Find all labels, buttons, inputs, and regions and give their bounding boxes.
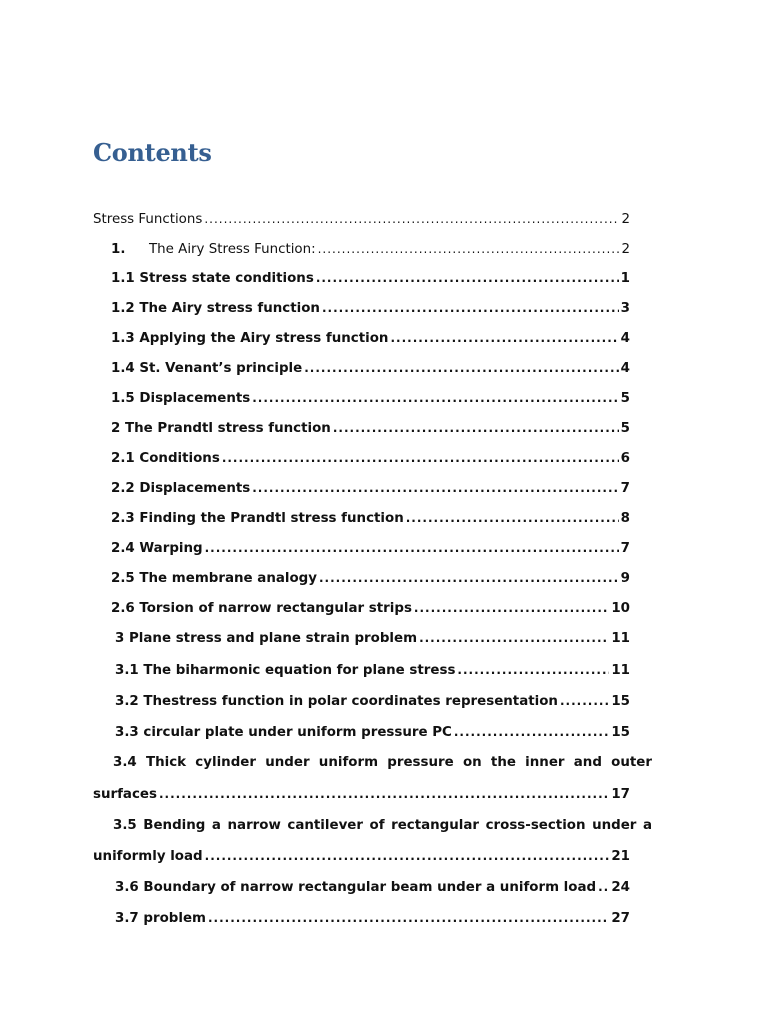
toc-entry-page: 10 xyxy=(611,601,630,616)
toc-entry-label: surfaces xyxy=(93,787,157,802)
toc-entry-page: 21 xyxy=(611,849,630,864)
toc-entry-page: 7 xyxy=(620,541,630,556)
toc-entry[interactable] xyxy=(115,692,630,711)
toc-leader-dots xyxy=(560,692,609,710)
toc-entry[interactable] xyxy=(111,299,630,318)
toc-entry-page: 15 xyxy=(611,694,630,709)
toc-entry-label: 1.2 The Airy stress function xyxy=(111,301,320,316)
toc-entry-page: 5 xyxy=(620,391,630,406)
toc-entry-page: 2 xyxy=(621,212,630,227)
toc-leader-dots xyxy=(333,419,619,437)
toc-leader-dots xyxy=(222,449,619,467)
toc-entry-label: 2.1 Conditions xyxy=(111,451,220,466)
toc-leader-dots xyxy=(252,479,618,497)
toc-entry-page: 5 xyxy=(620,421,630,436)
toc-entry-page: 27 xyxy=(611,911,630,926)
toc-leader-dots xyxy=(205,539,619,557)
toc-leader-dots xyxy=(252,389,618,407)
toc-entry-label: 3.1 The biharmonic equation for plane stress xyxy=(115,663,456,678)
toc-leader-dots xyxy=(159,785,609,803)
toc-entry-label: uniformly load xyxy=(93,849,203,864)
toc-leader-dots xyxy=(319,569,619,587)
toc-entry[interactable] xyxy=(111,539,630,558)
toc-entry-label: 1.4 St. Venant’s principle xyxy=(111,361,303,376)
toc-entry-line1[interactable] xyxy=(93,754,652,772)
toc-entry[interactable] xyxy=(93,210,630,229)
toc-entry-page: 15 xyxy=(611,725,630,740)
toc-entry-page: 1 xyxy=(620,271,630,286)
toc-leader-dots xyxy=(304,359,618,377)
toc-entry-label: 1.3 Applying the Airy stress function xyxy=(111,331,389,346)
toc-entry-label: 2.3 Finding the Prandtl stress function xyxy=(111,511,404,526)
toc-entry-number: 1. xyxy=(111,242,126,257)
toc-leader-dots xyxy=(598,878,609,896)
toc-entry-line2[interactable] xyxy=(93,847,630,866)
toc-entry-page: 3 xyxy=(620,301,630,316)
toc-entry-label: 3.6 Boundary of narrow rectangular beam under a uniform load xyxy=(115,880,597,895)
toc-leader-dots xyxy=(390,329,618,347)
toc-leader-dots xyxy=(419,629,609,647)
toc-entry-label: 3.3 circular plate under uniform pressure PC xyxy=(115,725,452,740)
toc-leader-dots xyxy=(406,509,619,527)
toc-entry[interactable] xyxy=(111,599,630,618)
toc-entry-label: 3.2 Thestress function in polar coordinates representation xyxy=(115,694,558,709)
toc-entry-page: 4 xyxy=(620,331,630,346)
toc-entry-label: 3.4 Thick cylinder under uniform pressure on the inner and outer xyxy=(113,755,652,770)
toc-entry[interactable] xyxy=(111,329,630,348)
toc-leader-dots xyxy=(316,269,619,287)
toc-entry-label: 3.5 Bending a narrow cantilever of rectangular cross-section under a xyxy=(113,818,652,833)
toc-entry[interactable] xyxy=(115,661,630,680)
toc-entry-page: 8 xyxy=(620,511,630,526)
toc-entry-label: 1.5 Displacements xyxy=(111,391,251,406)
toc-entry[interactable] xyxy=(111,449,630,468)
toc-entry[interactable] xyxy=(115,629,630,648)
toc-entry-label: 2.2 Displacements xyxy=(111,481,251,496)
toc-leader-dots xyxy=(322,299,619,317)
toc-entry-page: 6 xyxy=(620,451,630,466)
toc-entry[interactable] xyxy=(111,389,630,408)
toc-leader-dots xyxy=(457,661,609,679)
toc-entry-line1[interactable] xyxy=(93,817,652,835)
toc-entry-label: 2.5 The membrane analogy xyxy=(111,571,317,586)
toc-leader-dots xyxy=(204,210,619,228)
toc-leader-dots xyxy=(205,847,610,865)
toc-entry-line2[interactable] xyxy=(93,785,630,804)
toc-entry-label: Stress Functions xyxy=(93,212,203,227)
toc-entry[interactable] xyxy=(111,240,630,259)
toc-entry-page: 4 xyxy=(620,361,630,376)
toc-entry-label: 3 Plane stress and plane strain problem xyxy=(115,631,418,646)
toc-entry-page: 17 xyxy=(611,787,630,802)
toc-entry[interactable] xyxy=(111,569,630,588)
toc-entry-page: 11 xyxy=(611,663,630,678)
toc-entry-label: 2.4 Warping xyxy=(111,541,203,556)
toc-entry-page: 24 xyxy=(611,880,630,895)
toc-entry-page: 9 xyxy=(620,571,630,586)
toc-entry-label: 2 The Prandtl stress function xyxy=(111,421,331,436)
toc-leader-dots xyxy=(414,599,609,617)
toc-entry-label: 3.7 problem xyxy=(115,911,206,926)
toc-leader-dots xyxy=(208,909,609,927)
toc-leader-dots xyxy=(454,723,609,741)
toc-entry-label: The Airy Stress Function: xyxy=(149,242,316,257)
toc-entry-label: 1.1 Stress state conditions xyxy=(111,271,314,286)
toc-entry[interactable] xyxy=(115,723,630,742)
toc-entry-page: 11 xyxy=(611,631,630,646)
toc-entry[interactable] xyxy=(115,878,630,897)
toc-entry[interactable] xyxy=(115,909,630,928)
toc-leader-dots xyxy=(318,240,620,258)
toc-entry-page: 2 xyxy=(621,242,630,257)
toc-entry[interactable] xyxy=(111,359,630,378)
toc-entry[interactable] xyxy=(111,509,630,528)
toc-entry[interactable] xyxy=(111,269,630,288)
toc-entry-page: 7 xyxy=(620,481,630,496)
toc-entry[interactable] xyxy=(111,479,630,498)
contents-title: Contents xyxy=(93,138,212,167)
toc-entry-label: 2.6 Torsion of narrow rectangular strips xyxy=(111,601,412,616)
toc-entry[interactable] xyxy=(111,419,630,438)
